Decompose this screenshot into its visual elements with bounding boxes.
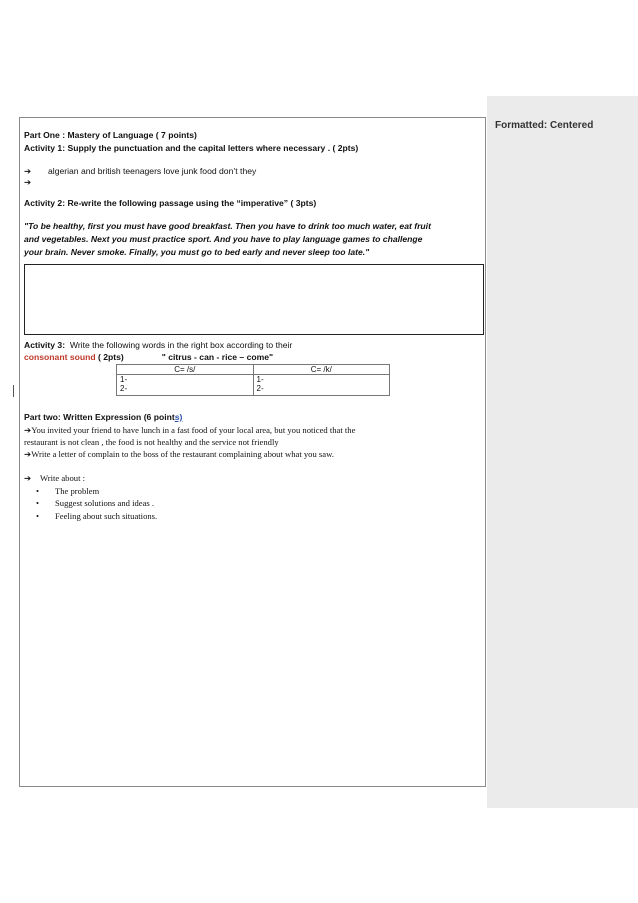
activity3-words: " citrus - can - rice – come": [161, 352, 274, 362]
header-s-sound: C= /s/: [117, 365, 254, 375]
arrow-icon: ➔: [24, 425, 32, 435]
activity3-points: ( 2pts): [98, 352, 124, 362]
part-two-line-1: ➔You invited your friend to have lunch in a fast food of your local area, but you noticed that the: [24, 425, 356, 435]
comment-margin-pane: [487, 96, 638, 808]
consonant-sound-label: consonant sound: [24, 352, 96, 362]
activity3-line-2: [24, 352, 273, 363]
change-bar: [13, 385, 14, 397]
k-sound-cell[interactable]: 1- 2-: [253, 375, 390, 396]
bullet-icon: •: [36, 498, 40, 508]
write-about-line: [24, 473, 85, 484]
tracked-change-mark[interactable]: s): [174, 412, 183, 422]
activity2-title: Activity 2: Re-write the following passage using the “imperative” ( 3pts): [24, 198, 317, 208]
activity3-instruction: Write the following words in the right box according to their: [69, 340, 293, 350]
activity1-line-1: [24, 166, 256, 177]
part-two-title: Part two: Written Expression (6 points): [24, 412, 183, 422]
arrow-icon: ➔: [24, 177, 32, 187]
part-two-line-2: restaurant is not clean , the food is not healthy and the service not friendly: [24, 437, 279, 447]
arrow-icon: ➔: [24, 449, 32, 459]
activity2-passage-line-2: and vegetables. Next you must practice sport. And you have to play language games to challenge: [24, 234, 423, 244]
activity2-passage-line-3: your brain. Never smoke. Finally, you must go to bed early and never sleep too late.": [24, 247, 370, 257]
activity1-title: Activity 1: Supply the punctuation and the capital letters where necessary . ( 2pts): [24, 143, 359, 153]
bullet-item: • The problem: [36, 486, 100, 496]
arrow-icon: ➔: [24, 473, 32, 483]
s-sound-cell[interactable]: 1- 2-: [117, 375, 254, 396]
answer-box[interactable]: [24, 264, 484, 335]
bullet-item: • Feeling about such situations.: [36, 511, 158, 521]
activity1-sentence: algerian and british teenagers love junk food don’t they: [48, 166, 257, 176]
write-about-label: Write about :: [40, 473, 85, 483]
part-two-line-3: ➔Write a letter of complain to the boss of the restaurant complaining about what you saw.: [24, 449, 334, 459]
bullet-icon: •: [36, 511, 40, 521]
activity2-passage-line-1: "To be healthy, first you must have good breakfast. Then you have to drink too much water, eat fruit: [24, 221, 431, 231]
activity3-line-1: [24, 340, 292, 351]
formatting-comment[interactable]: Formatted: Centered: [495, 120, 594, 131]
activity1-line-2: [24, 177, 40, 188]
bullet-icon: •: [36, 486, 40, 496]
bullet-item: • Suggest solutions and ideas .: [36, 498, 155, 508]
activity3-title: Activity 3:: [24, 340, 66, 350]
arrow-icon: ➔: [24, 166, 32, 176]
header-k-sound: C= /k/: [253, 365, 390, 375]
sound-table: [116, 364, 390, 396]
part-one-title: Part One : Mastery of Language ( 7 points): [24, 130, 197, 140]
